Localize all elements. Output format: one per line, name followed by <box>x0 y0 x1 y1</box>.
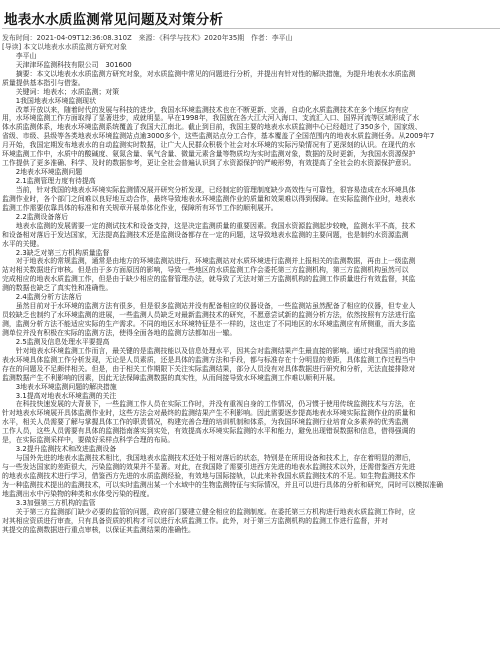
text-line: 月开始，我国定期发布地表水的自动监测实时数据，让广大人民群众积极个社会对水环境的实际污染情况有了更深刻的认识。在现代的水 <box>2 141 416 150</box>
text-line: 测单位并没有积极在实际的监测方法，使得全面各地的监测方法都如出一辙。 <box>2 328 237 337</box>
text-line: 工作人员，这些人员需要有具体的监测指南落实到实处，有效提高水环境实际监测的水平和能力，避免出现错误数据和信息，借得强调的 <box>2 427 416 436</box>
text-line: 环境监测工作中，水质中的酸碱度、氨氮含量、氧气含量、微量元素含量等物质均为实时监测对象，数据的及时更新，为我国水资源保护 <box>2 150 416 159</box>
text-line: 其提交的监测数据进行重点审核，以保证其监测结果的准确性。 <box>2 525 195 534</box>
text-line: 为一种监测技术提出的监测技术，可以实时监测出某一个水域中的生物监测特征与实际情况，并且可以进行具体的分析和研究，同时可以模拟准确 <box>2 480 443 489</box>
text-line: 站对相关数据进行审核。但是由于多方面原因的影响，导致一些地区的水质监测工作会委托第三方监测机构，第三方监测机构虽然可以 <box>2 266 409 275</box>
text-line: 员较缺乏也制约了水环境监测的进展，一些监测人员缺乏对最新监测技术的研究，不愿意尝试新的监测分析方法，依然按照有方法进行监 <box>2 311 416 320</box>
text-line: 对于地表水的常规监测，通常是由地方的环境监测站进行，环境监测站对水质环境进行监测并上报相关的监测数据，再由上一级监测 <box>2 257 416 266</box>
text-line: 质量提供基本指引与借鉴。 <box>2 78 85 87</box>
text-line: 2地表水环境监测问题 <box>2 168 83 177</box>
text-line: 3.2提升监测技术和改进监测设备 <box>2 445 117 454</box>
text-line: 监测工作需要依靠具体的标准和有关规章开展单体化作业，保障所有环节工作的顺利展开。 <box>2 203 278 212</box>
text-line: 省级、市级、县级等各类地表水环境监测站点逾3000多个，这些监测站点分工合作，基本覆盖了全国范围内的地表水质监测任务。从2009年7 <box>2 132 435 141</box>
text-line: 针对地表水环境监测工作而言，最关键的是监测技能以及信息处理水平，因其会对监测结果产生最直接的影响。通过对我国当前的地 <box>2 346 416 355</box>
paragraph-lines <box>2 52 500 535</box>
article-title: 地表水水质监测常见问题及对策分析 <box>4 12 224 28</box>
text-line: 工作提供了更多准确、科学、及时的数据参考，更让全社会普遍认识到了水资源保护的严峻形势，有效提高了全社会的水资源保护意识。 <box>2 159 416 168</box>
text-line: 关于第三方监测部门缺少必要的监管的问题，政府部门要建立健全相应的监测制度。在委托第三方机构进行地表水质监测工作时，应 <box>2 507 416 516</box>
title-divider <box>2 28 500 29</box>
text-line: 地表水监测的发展需要一定的测试技术和设备支持，这是决定监测质量的重要因素。我国水资源监测起步较晚，监测水平不高，技术 <box>2 221 416 230</box>
text-line: 测的数据也缺乏了真实性和准确性。 <box>2 284 113 293</box>
text-line: 3.1提高对地表水环境监测的关注 <box>2 391 117 400</box>
text-line: 的地表水监测技术进行学习，借鉴西方先进的水质监测经验，有效地与国际接轨，以此来补我国水质监测技术的不足。如生物监测技术作 <box>2 471 416 480</box>
text-line: 地监测出水中污染物的种类和水体受污染的程度。 <box>2 489 154 498</box>
text-line: 1我国地表水环境监测现状 <box>2 96 96 105</box>
text-line: 2.2监测设备落后 <box>2 212 69 221</box>
text-line: 水平，相关人员需要了解与掌握具体工作的职责情况，构建完善合理的培训机制和体系，为我国环境监测行业培育众多素养的优秀监测 <box>2 418 409 427</box>
text-line: 关键词：地表水；水质监测；对策 <box>2 87 120 96</box>
text-line: 3地表水环境监测问题的解决措施 <box>2 382 117 391</box>
text-line: 2.5监测及信息处理水平要提高 <box>2 337 110 346</box>
text-line: 与一些发达国家的差距很大，污染监测的效果并不显著。对此，在我国除了需要引进西方先进的地表水监测技术以外，还需借鉴西方先进 <box>2 463 416 471</box>
article-body <box>2 34 500 535</box>
text-line: 是，在实际监测采样中，要做好采样点科学合理的布局。 <box>2 436 175 445</box>
text-line: 存在的问题及不足颇伴相关。但是，由于相关工作期限下关注实际监测结果，部分人员没有对具体数据进行研究和分析，无法直接排除对 <box>2 364 416 373</box>
text-line: 摘要：本文以地表水水质监测方研究对象，对水质监测中常见的问题进行分析，并提出有针对性的解决措施，为提升地表水水质监测 <box>2 69 416 78</box>
text-line: 当前，针对我国的地表水环境实际监测情况展开研究分析发现，已经制定的管理制度缺少高效性与可靠性，很容易造成在水环境具体 <box>2 185 416 194</box>
text-line: 2.3缺乏对第三方机构质量监督 <box>2 248 110 257</box>
text-line: 在科技快速发展的大背景下，一些监测工作人员在实际工作时，并没有重视自身的工作情况，仍习惯于使用传统监测技术与方法，在 <box>2 400 416 409</box>
text-line: 表水环境具体监测工作分析发现，无论是人员素质，还是具体的监测方法和手段，都与标准存在十分明显的差距，具体监测工作过程当中 <box>2 355 416 364</box>
text-line: 2.1监测管理力度有待提高 <box>2 177 96 185</box>
text-line: 天津津环监测科技有限公司 301600 <box>2 60 132 69</box>
text-line: 2.4监测分析方法落后 <box>2 293 82 302</box>
text-line: 用，水环境监测工作方面取得了显著进步，成就明显。早在1998年，我国就在各大江大河入海口、支流汇入口、国界河流等区域形成了水 <box>2 114 420 123</box>
text-line: 改革开放以来，随着时代的发展与科技的进步，我国水环境监测技术也在不断更新、完善，自动化水质监测技术在多个地区均有应 <box>2 105 409 114</box>
text-line: 监测作业时，各个部门之间难以良好地互动合作，最终导致地表水环境监测作业的质量和效果难以得到保障。在实际监测作业时，地表水 <box>2 194 416 203</box>
text-line: 与国外先进的地表水监测技术相比，我国地表水监测技术还处于相对落后的状态，特别是在所用设备和技术上，存在着明显的滞后， <box>2 454 416 463</box>
text-line: 针对地表水环境展开具体监测作业时，这些方法会对最终的监测结果产生不利影响。因此需要逐步提高地表水环境实际监测作业的质量和 <box>2 409 416 418</box>
lead-line: [导读] 本文以地表水水质监测方研究对象 <box>2 42 127 51</box>
publish-info: 发布时间：2021-04-09T12:36:08.310Z 来源：《科学与技术》2020年35期 作者：李平山 <box>2 34 293 42</box>
text-line: 监测数据产生不利影响的因素，因此无法保障监测数据的真实性，从而间接导致水环境监测工作难以顺利开展。 <box>2 373 340 382</box>
text-line: 李平山 <box>2 51 37 60</box>
text-line: 水平的关键。 <box>2 239 44 248</box>
text-line: 和设备相对落后于发达国家，无法提高监测技术还是监测设备都存在一定的问题，这导致地表水监测的主要问题，也是制约水资源监测 <box>2 230 409 239</box>
text-line: 测，监测分析方法不能适应实际的生产需求。不同的地区水环境特征是不一样的，这也定了不同地区的水环境监测应有所侧重，而大多监 <box>2 320 416 328</box>
text-line: 完成相应的地表水质监测工作，但是由于缺少相应的监督管理办法，就导致了无法对第三方监测机构的监测工作质量进行有效监督，其监 <box>2 275 416 284</box>
text-line: 虽然目前对于水环境的监测方法有很多，但是很多监测站并没有配备相应的仪器设备，一些监测站虽然配备了相应的仪器，但专业人 <box>2 302 416 311</box>
text-line: 3.3加强第三方机构的监管 <box>2 498 96 507</box>
text-line: 体水质监测体系，地表水环境监测系统覆盖了我国大江南北。截止到目前，我国主要的地表水水质监测中心已经超过了350多个，国家级、 <box>2 123 422 132</box>
text-line: 对其相应资质进行审查，只有具备资质的机构才可以进行水质监测工作。此外，对于第三方监测机构的监测工作进行监督，并对 <box>2 516 388 525</box>
